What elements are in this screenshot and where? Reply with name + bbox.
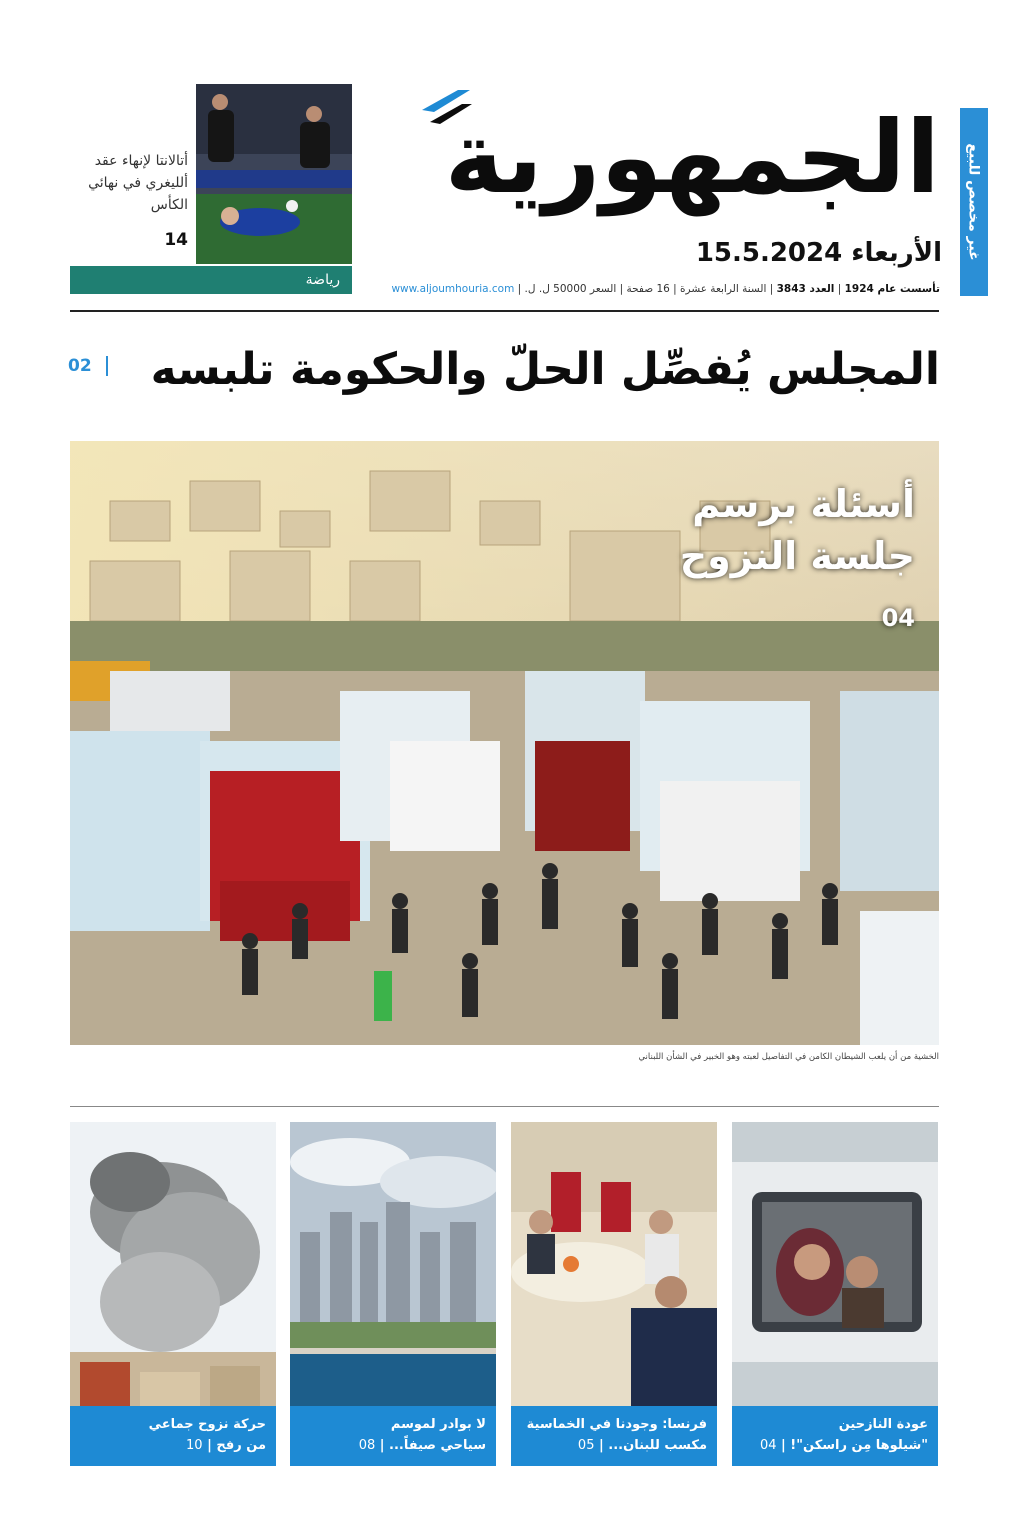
sports-photo[interactable] — [196, 84, 352, 264]
website-link[interactable]: www.aljoumhouria.com — [391, 283, 515, 295]
story-card-photo — [290, 1122, 496, 1406]
hero-page-number: 04 — [881, 604, 915, 632]
story-card-tourism[interactable] — [290, 1122, 496, 1466]
story-card-line1: فرنسا: وجودنا في الخماسية — [526, 1417, 707, 1432]
story-card-caption: لا بوادر لموسم سياحي صيفاً... | 08 — [290, 1406, 496, 1466]
issue-date: الأربعاء 15.5.2024 — [695, 238, 942, 268]
story-card-photo — [732, 1122, 938, 1406]
story-card-line2: سياحي صيفاً... — [389, 1438, 486, 1453]
story-card-returnees[interactable] — [732, 1122, 938, 1466]
main-page-number: 02 — [68, 356, 108, 376]
sports-headline[interactable]: أتالانتا لإنهاء عقد ألليغري في نهائي الكأس — [88, 153, 188, 213]
founded-text: تأسست عام 1924 — [844, 283, 940, 295]
hero-headline-line2: جلسة النزوح — [679, 534, 915, 578]
story-card-caption: عودة النازحين "شيلوها مِن راسكن"! | 04 — [732, 1406, 938, 1466]
story-card-caption: حركة نزوح جماعي من رفح | 10 — [70, 1406, 276, 1466]
sports-page-number: 14 — [164, 230, 188, 250]
not-for-sale-badge — [960, 108, 988, 296]
issue-number: العدد 3843 — [776, 283, 835, 295]
story-card-line1: لا بوادر لموسم — [390, 1417, 486, 1432]
masthead-divider — [70, 310, 939, 312]
issue-meta-line: تأسست عام 1924 | العدد 3843 | السنة الرابعة عشرة | 16 صفحة | السعر 50000 ل. ل. | www.aljoumhouria.com — [391, 283, 940, 295]
story-card-photo — [70, 1122, 276, 1406]
story-card-page: 10 — [186, 1438, 203, 1453]
price-text: السعر 50000 ل. ل. — [524, 283, 617, 295]
hero-caption: الخشية من أن يلعب الشيطان الكامن في التفاصيل لعبته وهو الخبير في الشأن اللبناني — [638, 1052, 939, 1062]
story-card-photo — [511, 1122, 717, 1406]
story-card-page: 08 — [358, 1438, 376, 1453]
hero-headline[interactable] — [580, 478, 915, 582]
sports-section-bar[interactable]: رياضة — [70, 266, 352, 294]
section-divider — [70, 1106, 939, 1107]
story-card-line2: من رفح — [216, 1438, 266, 1453]
page-count: 16 صفحة — [626, 283, 670, 295]
hero-headline-line1: أسئلة برسم — [692, 482, 915, 526]
main-headline[interactable]: المجلس يُفصِّل الحلّ والحكومة تلبسه — [150, 344, 940, 395]
story-card-caption: فرنسا: وجودنا في الخماسية مكسب للبنان... | 05 — [511, 1406, 717, 1466]
story-card-rafah[interactable] — [70, 1122, 276, 1466]
story-card-page: 04 — [759, 1438, 777, 1453]
not-for-sale-label: غير مخصص للبيع — [966, 143, 983, 261]
story-card-page: 05 — [577, 1438, 595, 1453]
story-card-france[interactable] — [511, 1122, 717, 1466]
story-card-line2: "شيلوها مِن راسكن"! — [790, 1438, 928, 1453]
year-text: السنة الرابعة عشرة — [680, 283, 767, 295]
story-card-line1: عودة النازحين — [838, 1417, 928, 1432]
story-card-line2: مكسب للبنان... — [608, 1438, 707, 1453]
story-card-line1: حركة نزوح جماعي — [148, 1417, 266, 1432]
masthead-title[interactable]: الجمهورية — [444, 99, 940, 216]
